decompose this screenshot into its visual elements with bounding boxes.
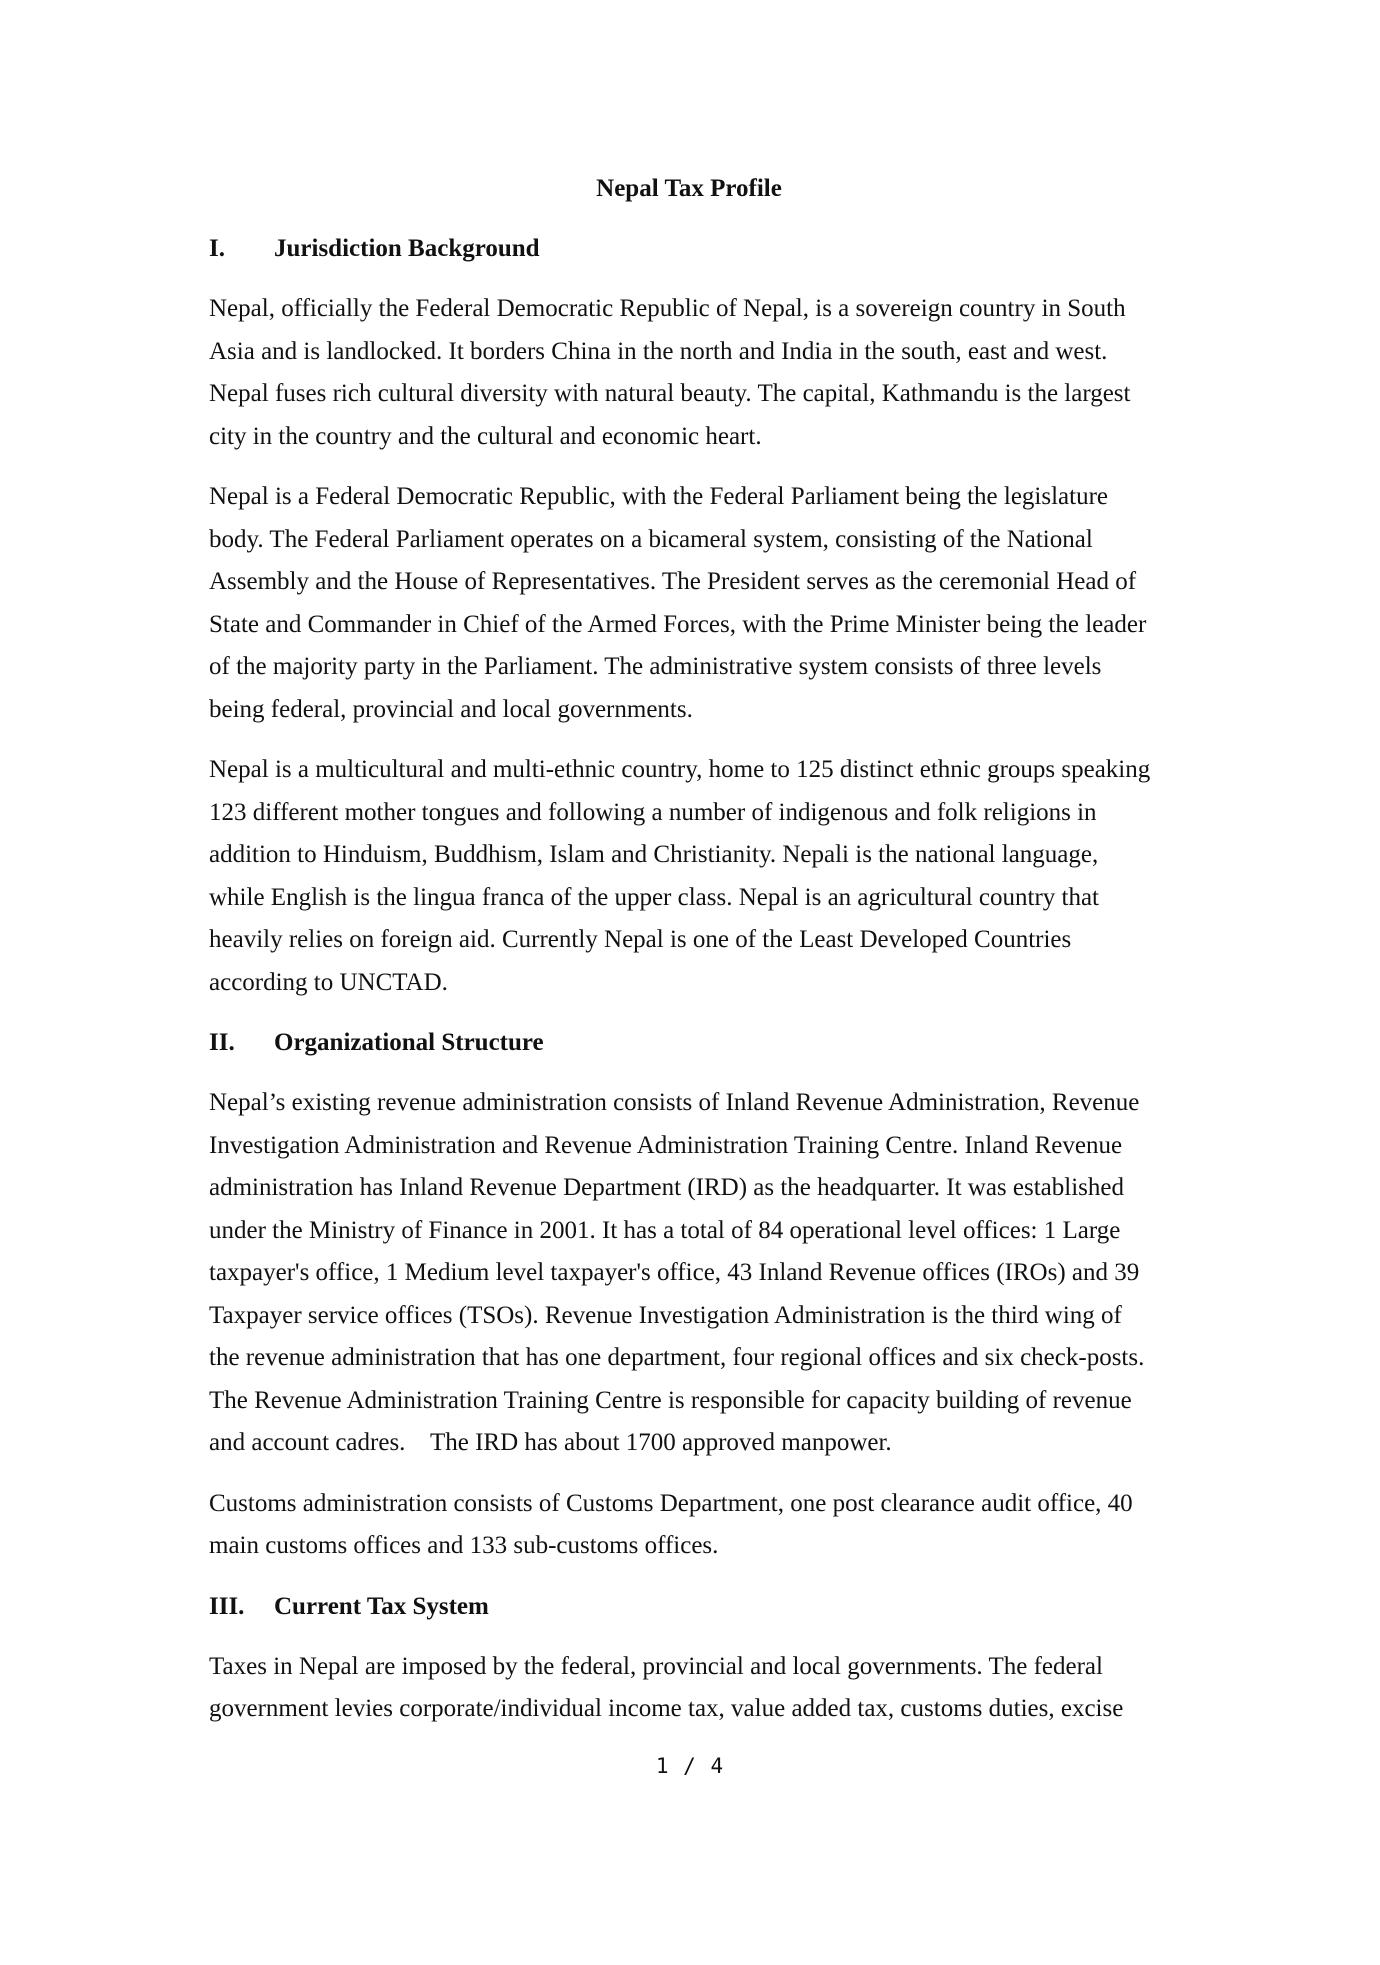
text-line: The Revenue Administration Training Centre is responsible for capacity building of revenue [209, 1386, 1132, 1414]
text-line: and account cadres. The IRD has about 1700 approved manpower. [209, 1429, 892, 1456]
page-number: 1 / 4 [655, 1754, 725, 1778]
text-line: Asia and is landlocked. It borders China in the north and India in the south, east and west. [209, 337, 1108, 365]
paragraph [209, 476, 1179, 731]
page-content [209, 168, 1179, 1749]
text-line: Assembly and the House of Representatives. The President serves as the ceremonial Head of [209, 568, 1137, 595]
text-line: Nepal, officially the Federal Democratic Republic of Nepal, is a sovereign country in South [209, 295, 1126, 322]
text-line: addition to Hinduism, Buddhism, Islam and Christianity. Nepali is the national language, [209, 841, 1099, 868]
section-organizational-structure [209, 1022, 1179, 1568]
text-line: government levies corporate/individual income tax, value added tax, customs duties, excise [209, 1695, 1124, 1722]
paragraph [209, 1646, 1179, 1731]
paragraph [209, 288, 1179, 458]
text-line: Nepal is a Federal Democratic Republic, with the Federal Parliament being the legislature [209, 483, 1108, 510]
section-heading [209, 1022, 1179, 1064]
text-line: body. The Federal Parliament operates on a bicameral system, consisting of the National [209, 525, 1093, 553]
text-line: Nepal is a multicultural and multi-ethnic country, home to 125 distinct ethnic groups speaking [209, 756, 1151, 783]
section-jurisdiction-background [209, 228, 1179, 1004]
section-title: Jurisdiction Background [274, 235, 540, 262]
section-number: III. [209, 1592, 245, 1620]
text-line: of the majority party in the Parliament. The administrative system consists of three levels [209, 653, 1102, 680]
text-line: taxpayer's office, 1 Medium level taxpayer's office, 43 Inland Revenue offices (IROs) and 39 [209, 1259, 1140, 1286]
text-line: under the Ministry of Finance in 2001. It has a total of 84 operational level offices: 1 Large [209, 1216, 1121, 1244]
text-line: city in the country and the cultural and economic heart. [209, 422, 762, 450]
text-line: the revenue administration that has one department, four regional offices and six check-posts. [209, 1344, 1145, 1371]
paragraph [209, 749, 1179, 1004]
text-line: heavily relies on foreign aid. Currently Nepal is one of the Least Developed Countries [209, 926, 1072, 953]
text-line: Customs administration consists of Customs Department, one post clearance audit office, 40 [209, 1489, 1133, 1517]
section-current-tax-system [209, 1586, 1179, 1731]
text-line: while English is the lingua franca of the upper class. Nepal is an agricultural country that [209, 883, 1100, 911]
text-line: State and Commander in Chief of the Armed Forces, with the Prime Minister being the leader [209, 610, 1147, 638]
text-line: main customs offices and 133 sub-customs offices. [209, 1532, 719, 1559]
text-line: 123 different mother tongues and following a number of indigenous and folk religions in [209, 798, 1097, 826]
text-line: Taxpayer service offices (TSOs). Revenue Investigation Administration is the third wing of [209, 1301, 1122, 1329]
text-line: Taxes in Nepal are imposed by the federal, provincial and local governments. The federal [209, 1652, 1103, 1680]
section-number: I. [209, 235, 225, 262]
paragraph [209, 1483, 1179, 1568]
text-line: being federal, provincial and local governments. [209, 695, 693, 723]
section-title: Current Tax System [274, 1592, 489, 1620]
text-line: administration has Inland Revenue Department (IRD) as the headquarter. It was established [209, 1174, 1124, 1201]
section-title: Organizational Structure [274, 1029, 544, 1056]
document-title: Nepal Tax Profile [596, 175, 782, 202]
paragraph [209, 1082, 1179, 1465]
section-heading [209, 228, 1179, 270]
text-line: Investigation Administration and Revenue Administration Training Centre. Inland Revenue [209, 1131, 1123, 1159]
section-heading [209, 1586, 1179, 1628]
section-number: II. [209, 1029, 235, 1056]
text-line: Nepal’s existing revenue administration consists of Inland Revenue Administration, Revenue [209, 1089, 1140, 1116]
text-line: according to UNCTAD. [209, 968, 448, 996]
text-line: Nepal fuses rich cultural diversity with natural beauty. The capital, Kathmandu is the largest [209, 380, 1131, 407]
